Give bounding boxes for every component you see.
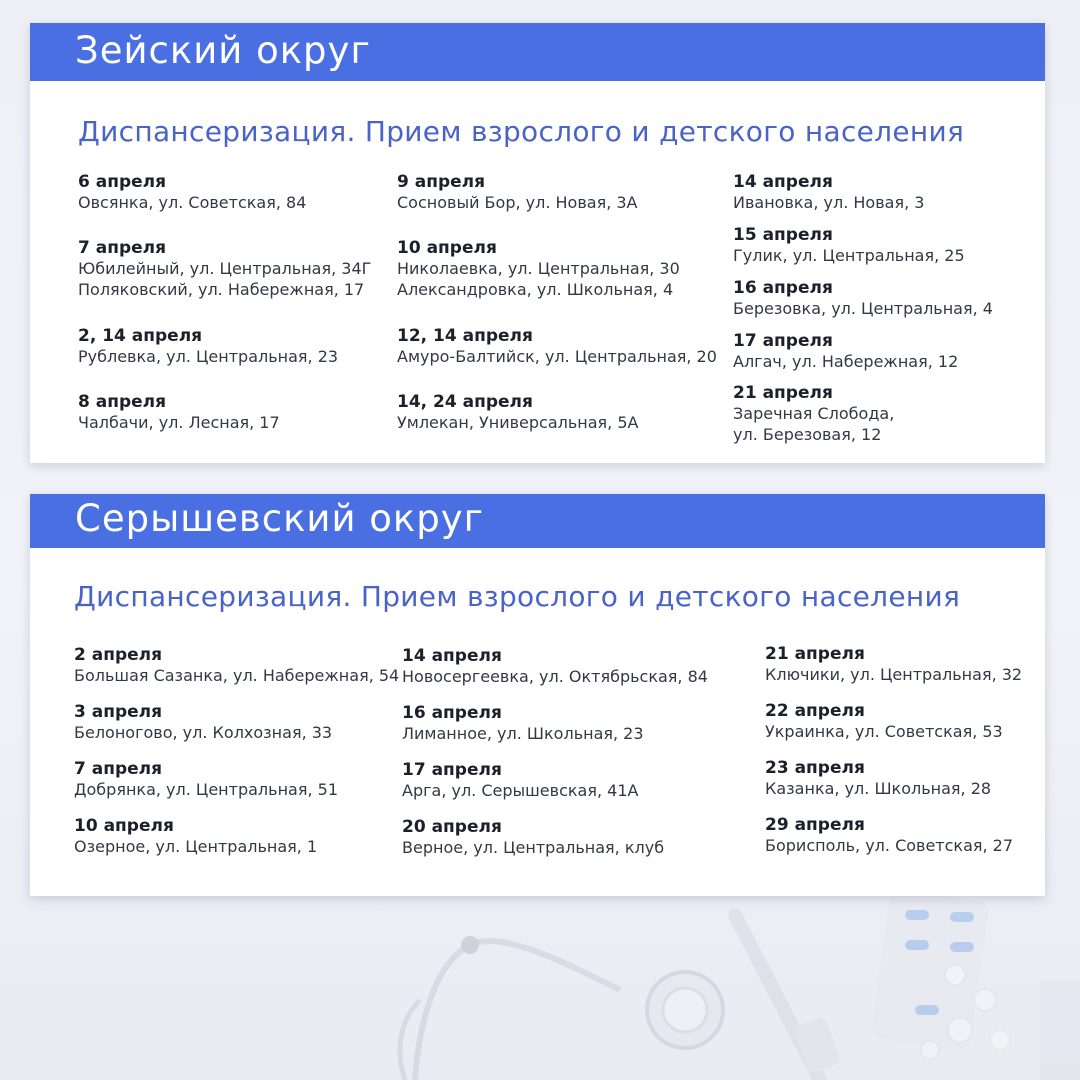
schedule-entry <box>397 173 638 213</box>
schedule-date: 9 апреля <box>397 172 486 192</box>
schedule-date: 14 апреля <box>402 646 502 666</box>
schedule-address: Поляковский, ул. Набережная, 17 <box>78 280 365 299</box>
schedule-date: 7 апреля <box>78 238 167 258</box>
schedule-date: 17 апреля <box>402 760 502 780</box>
schedule-date: 20 апреля <box>402 817 502 837</box>
schedule-entry <box>74 817 317 857</box>
schedule-address: Верное, ул. Центральная, клуб <box>402 838 665 857</box>
schedule-date: 16 апреля <box>402 703 502 723</box>
schedule-address: Овсянка, ул. Советская, 84 <box>78 193 307 212</box>
schedule-address: ул. Березовая, 12 <box>733 425 882 444</box>
seryshevo-district-card <box>30 494 1045 896</box>
schedule-date: 14, 24 апреля <box>397 392 533 412</box>
schedule-entry <box>733 173 924 213</box>
zeya-district-title: Зейский округ <box>75 29 371 72</box>
schedule-entry <box>402 818 664 858</box>
schedule-address: Новосергеевка, ул. Октябрьская, 84 <box>402 667 708 686</box>
schedule-entry <box>397 327 717 367</box>
schedule-address: Гулик, ул. Центральная, 25 <box>733 246 965 265</box>
schedule-date: 29 апреля <box>765 815 865 835</box>
schedule-address: Ивановка, ул. Новая, 3 <box>733 193 925 212</box>
schedule-address: Арга, ул. Серышевская, 41А <box>402 781 639 800</box>
schedule-date: 3 апреля <box>74 702 163 722</box>
schedule-address: Заречная Слобода, <box>733 404 895 423</box>
schedule-entry <box>74 646 399 686</box>
schedule-entry <box>397 239 680 300</box>
schedule-entry <box>765 759 991 799</box>
schedule-entry <box>765 645 1022 685</box>
schedule-date: 7 апреля <box>74 759 163 779</box>
schedule-address: Березовка, ул. Центральная, 4 <box>733 299 993 318</box>
schedule-address: Сосновый Бор, ул. Новая, 3А <box>397 193 638 212</box>
schedule-address: Чалбачи, ул. Лесная, 17 <box>78 413 280 432</box>
schedule-address: Николаевка, ул. Центральная, 30 <box>397 259 680 278</box>
schedule-entry <box>78 239 371 300</box>
zeya-district-card <box>30 23 1045 463</box>
schedule-entry <box>733 279 993 319</box>
schedule-date: 15 апреля <box>733 225 833 245</box>
schedule-address: Добрянка, ул. Центральная, 51 <box>74 780 338 799</box>
schedule-date: 21 апреля <box>765 644 865 664</box>
schedule-entry <box>733 226 965 266</box>
schedule-date: 21 апреля <box>733 383 833 403</box>
schedule-address: Борисполь, ул. Советская, 27 <box>765 836 1014 855</box>
seryshevo-schedule-subtitle: Диспансеризация. Прием взрослого и детского населения <box>74 580 961 613</box>
schedule-address: Казанка, ул. Школьная, 28 <box>765 779 992 798</box>
schedule-address: Юбилейный, ул. Центральная, 34Г <box>78 259 372 278</box>
schedule-date: 6 апреля <box>78 172 167 192</box>
schedule-entry <box>402 647 708 687</box>
schedule-entry <box>765 816 1013 856</box>
schedule-date: 8 апреля <box>78 392 167 412</box>
schedule-address: Алгач, ул. Набережная, 12 <box>733 352 959 371</box>
schedule-address: Белоногово, ул. Колхозная, 33 <box>74 723 333 742</box>
schedule-entry <box>78 173 306 213</box>
schedule-entry <box>402 704 644 744</box>
zeya-schedule-subtitle: Диспансеризация. Прием взрослого и детского населения <box>78 115 965 148</box>
schedule-address: Украинка, ул. Советская, 53 <box>765 722 1003 741</box>
schedule-date: 17 апреля <box>733 331 833 351</box>
seryshevo-district-title: Серышевский округ <box>75 497 485 540</box>
schedule-entry <box>733 384 894 445</box>
schedule-entry <box>402 761 638 801</box>
schedule-date: 10 апреля <box>74 816 174 836</box>
schedule-date: 2, 14 апреля <box>78 326 203 346</box>
schedule-address: Ключики, ул. Центральная, 32 <box>765 665 1023 684</box>
schedule-address: Большая Сазанка, ул. Набережная, 54 <box>74 666 400 685</box>
schedule-date: 22 апреля <box>765 701 865 721</box>
schedule-date: 2 апреля <box>74 645 163 665</box>
schedule-address: Александровка, ул. Школьная, 4 <box>397 280 674 299</box>
schedule-entry <box>78 327 338 367</box>
schedule-address: Озерное, ул. Центральная, 1 <box>74 837 318 856</box>
schedule-entry <box>78 393 280 433</box>
schedule-date: 23 апреля <box>765 758 865 778</box>
schedule-entry <box>397 393 638 433</box>
schedule-date: 14 апреля <box>733 172 833 192</box>
schedule-entry <box>74 703 332 743</box>
schedule-entry <box>733 332 958 372</box>
seryshevo-district-header <box>30 494 1045 548</box>
schedule-date: 16 апреля <box>733 278 833 298</box>
schedule-address: Лиманное, ул. Школьная, 23 <box>402 724 644 743</box>
zeya-district-header <box>30 23 1045 81</box>
schedule-date: 12, 14 апреля <box>397 326 533 346</box>
schedule-address: Рублевка, ул. Центральная, 23 <box>78 347 339 366</box>
schedule-address: Умлекан, Универсальная, 5А <box>397 413 639 432</box>
schedule-entry <box>74 760 338 800</box>
schedule-entry <box>765 702 1003 742</box>
schedule-address: Амуро-Балтийск, ул. Центральная, 20 <box>397 347 717 366</box>
schedule-date: 10 апреля <box>397 238 497 258</box>
